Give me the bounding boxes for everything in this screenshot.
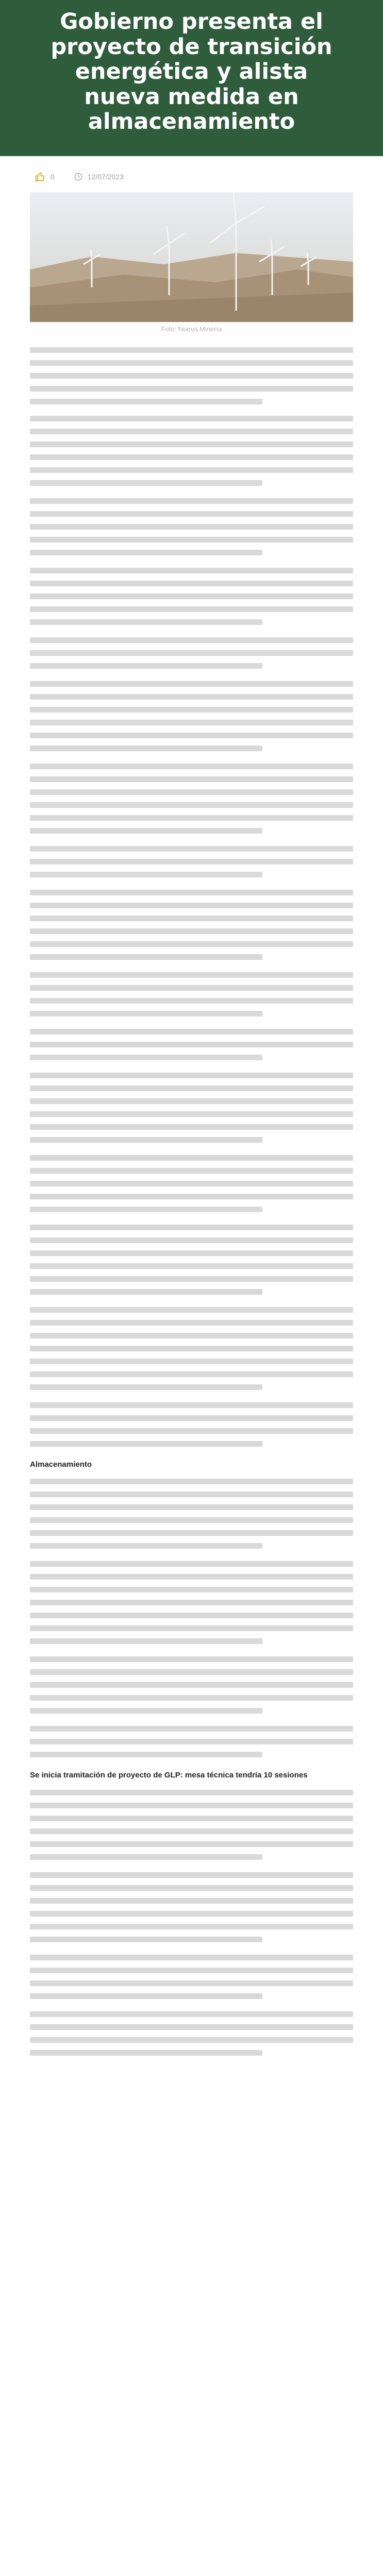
- thumbs-up-icon[interactable]: [35, 172, 45, 182]
- paragraph-placeholder: [30, 972, 353, 1016]
- paragraph-placeholder: [30, 1656, 353, 1714]
- paragraph-placeholder: [30, 1955, 353, 1999]
- article-lead: [30, 347, 353, 404]
- paragraph-placeholder: [30, 1155, 353, 1212]
- like-count: 0: [51, 172, 55, 181]
- paragraph-placeholder: [30, 1402, 353, 1447]
- article-title: Gobierno presenta el proyecto de transición energética y alista nueva medida en almacenamiento: [51, 9, 332, 135]
- section-heading-almacenamiento: Almacenamiento: [30, 1460, 92, 1469]
- wind-farm-image: [30, 192, 353, 322]
- photo-credit: Foto: Nueva Minería: [161, 325, 222, 333]
- paragraph-placeholder: [30, 1479, 353, 1549]
- paragraph-placeholder: [30, 846, 353, 877]
- paragraph-placeholder: [30, 1225, 353, 1295]
- like-counter[interactable]: [35, 172, 55, 182]
- paragraph-placeholder: [30, 1726, 353, 1757]
- paragraph-placeholder: [30, 1307, 353, 1390]
- paragraph-placeholder: [30, 1872, 353, 1942]
- paragraph-placeholder: [30, 681, 353, 751]
- section-heading-glp: Se inicia tramitación de proyecto de GLP: mesa técnica tendría 10 sesiones: [30, 1771, 308, 1780]
- paragraph-placeholder: [30, 416, 353, 486]
- paragraph-placeholder: [30, 1790, 353, 1860]
- article-body: [0, 347, 383, 2056]
- paragraph-placeholder: [30, 568, 353, 625]
- article-meta: [0, 156, 383, 192]
- clock-icon: [74, 173, 82, 181]
- paragraph-placeholder: [30, 2011, 353, 2056]
- publish-date: [74, 173, 124, 181]
- publish-date-text: 12/07/2023: [87, 172, 124, 181]
- paragraph-placeholder: [30, 498, 353, 555]
- paragraph-placeholder: [30, 890, 353, 960]
- paragraph-placeholder: [30, 637, 353, 669]
- article-photo: [30, 192, 353, 322]
- paragraph-placeholder: [30, 1073, 353, 1143]
- paragraph-placeholder: [30, 1029, 353, 1060]
- paragraph-placeholder: [30, 764, 353, 834]
- article-header: [0, 0, 383, 156]
- paragraph-placeholder: [30, 1561, 353, 1644]
